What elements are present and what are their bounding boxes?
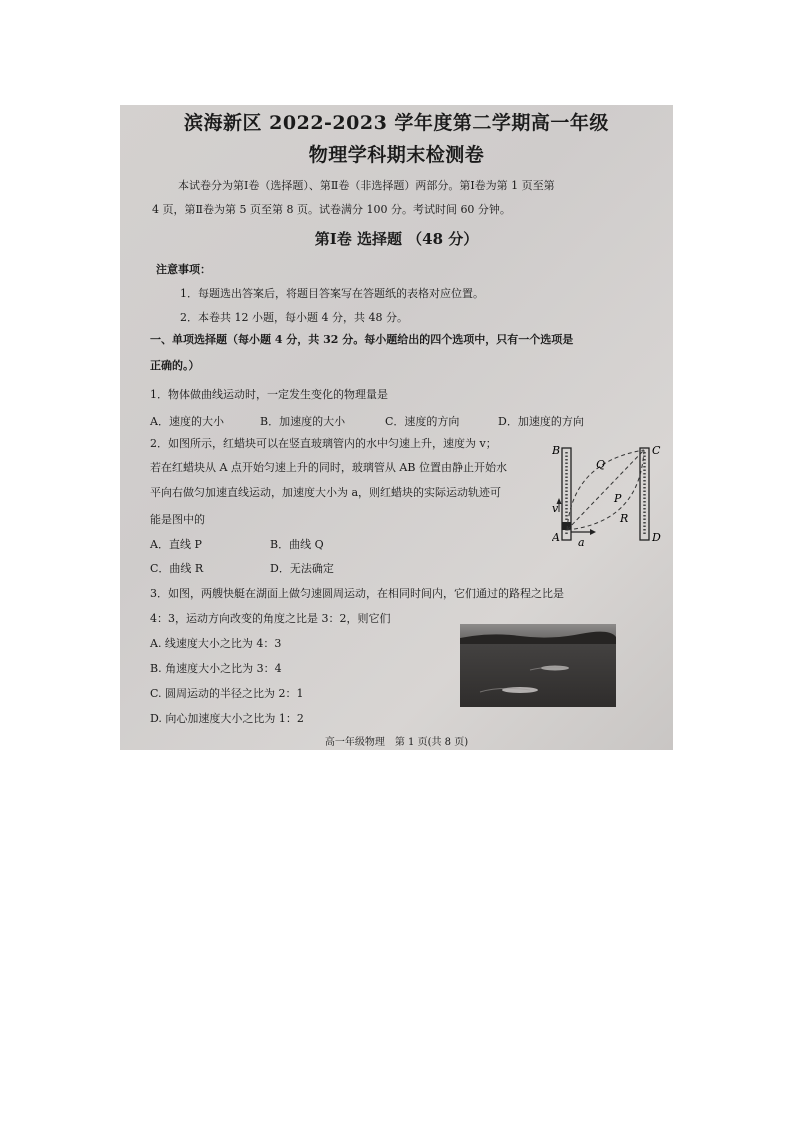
q2-stem-line2: 若在红蜡块从 A 点开始匀速上升的同时，玻璃管从 AB 位置由静止开始水 bbox=[150, 461, 507, 474]
exam-title-line2: 物理学科期末检测卷 bbox=[308, 144, 485, 166]
intro-line1: 本试卷分为第Ⅰ卷（选择题）、第Ⅱ卷（非选择题）两部分。第Ⅰ卷为第 1 页至第 bbox=[178, 179, 555, 192]
q2-option-a: A．直线 P bbox=[150, 538, 202, 551]
glass-tube-figure bbox=[552, 442, 662, 552]
label-p: P bbox=[614, 492, 622, 505]
q1-option-b: B．加速度的大小 bbox=[260, 415, 346, 428]
q2-option-c: C．曲线 R bbox=[150, 562, 204, 575]
speedboat-photo bbox=[460, 624, 616, 707]
q3-stem-line1: 3．如图，两艘快艇在湖面上做匀速圆周运动，在相同时间内，它们通过的路程之比是 bbox=[150, 587, 564, 600]
q2-stem-line1: 2．如图所示，红蜡块可以在竖直玻璃管内的水中匀速上升，速度为 v； bbox=[150, 437, 497, 450]
label-c: C bbox=[652, 444, 661, 457]
notice-label: 注意事项： bbox=[156, 263, 211, 276]
q2-stem-line4: 能是图中的 bbox=[150, 513, 205, 526]
boat-near bbox=[502, 687, 538, 693]
exam-title-line1: 滨海新区 2022-2023 学年度第二学期高一年级 bbox=[184, 112, 609, 134]
line-p bbox=[567, 450, 644, 530]
q3-option-a: A. 线速度大小之比为 4：3 bbox=[150, 637, 282, 650]
notice-item-2: 2．本卷共 12 小题，每小题 4 分，共 48 分。 bbox=[180, 311, 408, 324]
q1-option-c: C．速度的方向 bbox=[385, 415, 460, 428]
notice-item-1: 1．每题选出答案后，将题目答案写在答题纸的表格对应位置。 bbox=[180, 287, 484, 300]
q1-option-d: D．加速度的方向 bbox=[498, 415, 584, 428]
exam-page bbox=[120, 105, 673, 750]
q1-option-a: A．速度的大小 bbox=[150, 415, 224, 428]
acceleration-arrowhead bbox=[590, 529, 596, 535]
intro-line2: 4 页，第Ⅱ卷为第 5 页至第 8 页。试卷满分 100 分。考试时间 60 分钟。 bbox=[152, 203, 511, 216]
q1-stem: 1．物体做曲线运动时，一定发生变化的物理量是 bbox=[150, 388, 388, 401]
label-r: R bbox=[620, 512, 629, 525]
q3-option-d: D. 向心加速度大小之比为 1：2 bbox=[150, 712, 304, 725]
q3-option-c: C. 圆周运动的半径之比为 2：1 bbox=[150, 687, 304, 700]
page-footer: 高一年级物理 第 1 页(共 8 页) bbox=[324, 737, 469, 748]
label-acceleration: a bbox=[578, 536, 585, 549]
q2-option-d: D．无法确定 bbox=[270, 562, 334, 575]
q2-option-b: B．曲线 Q bbox=[270, 538, 324, 551]
q2-stem-line3: 平向右做匀加速直线运动，加速度大小为 a，则红蜡块的实际运动轨迹可 bbox=[150, 486, 502, 499]
part-heading-line2: 正确的。） bbox=[150, 359, 200, 372]
label-a-point: A bbox=[552, 531, 560, 544]
part-heading-line1: 一、单项选择题（每小题 4 分，共 32 分。每小题给出的四个选项中，只有一个选项是 bbox=[150, 333, 574, 346]
label-b: B bbox=[552, 444, 561, 457]
wax-block bbox=[562, 522, 571, 530]
label-d: D bbox=[652, 531, 661, 544]
label-v: v bbox=[552, 502, 559, 515]
section-heading: 第Ⅰ卷 选择题 （48 分） bbox=[314, 230, 479, 248]
q3-stem-line2: 4：3，运动方向改变的角度之比是 3：2，则它们 bbox=[150, 612, 391, 625]
q3-option-b: B. 角速度大小之比为 3：4 bbox=[150, 662, 282, 675]
label-q: Q bbox=[596, 458, 606, 471]
